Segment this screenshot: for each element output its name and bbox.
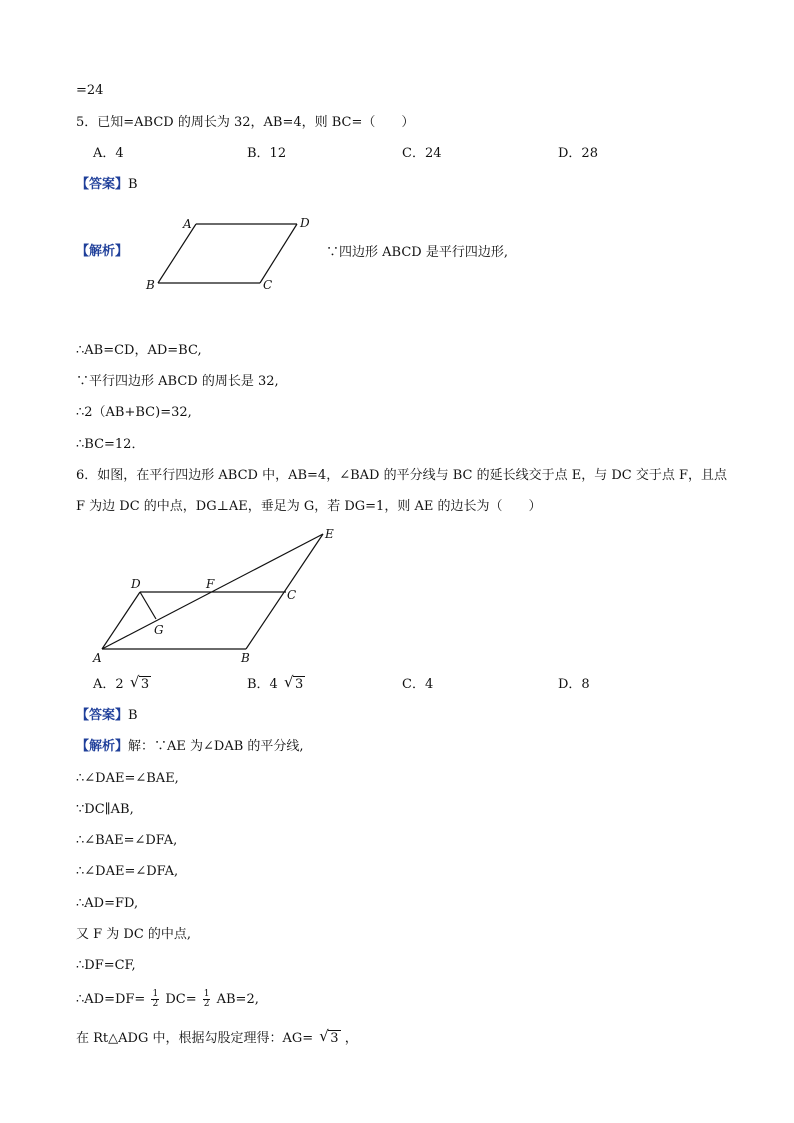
sqrt-symbol: √ 3 bbox=[319, 1027, 339, 1046]
q6-analysis-first: 解：∵AE 为∠DAB 的平分线, bbox=[128, 739, 304, 754]
q6-stem-line1: 6．如图，在平行四边形 ABCD 中，AB=4，∠BAD 的平分线与 BC 的延长线交于点 E，与 DC 交于点 F，且点 bbox=[76, 468, 727, 483]
q5-label-d: D bbox=[300, 216, 310, 230]
q6-answer bbox=[76, 707, 138, 725]
q6-fraction-step: ∴AD=DF= $\frac{1}{2}$ DC= $\frac{1}{2}$ AB=2, bbox=[76, 989, 259, 1009]
q5-answer-value: B bbox=[128, 177, 138, 192]
q6-analysis bbox=[76, 738, 304, 756]
q5-analysis-tag: 【解析】 bbox=[76, 244, 129, 259]
q6-stem-line2: F 为边 DC 的中点，DG⊥AE，垂足为 G，若 DG=1，则 AE 的边长为（ ） bbox=[76, 499, 542, 514]
q6-analysis-tag: 【解析】 bbox=[76, 739, 129, 754]
previous-answer-tail: =24 bbox=[76, 83, 104, 98]
q5-label-b: B bbox=[146, 278, 155, 292]
q6-step: ∴∠DAE=∠BAE, bbox=[76, 771, 179, 786]
q6-step: ∴DF=CF, bbox=[76, 958, 136, 973]
q6-parallelogram-figure bbox=[88, 522, 348, 667]
q5-side-dc bbox=[260, 224, 297, 283]
q6-label-e: E bbox=[325, 527, 334, 541]
q5-parallelogram-figure bbox=[140, 210, 325, 295]
q6-label-d: D bbox=[131, 577, 141, 591]
sqrt-symbol: √ 3 bbox=[283, 673, 304, 692]
q6-option-b: B．4 √ 3 bbox=[247, 673, 304, 692]
q5-answer-tag: 【答案】 bbox=[76, 177, 129, 192]
q6-option-d: D．8 bbox=[558, 677, 590, 692]
q5-option-c: C．24 bbox=[402, 146, 442, 161]
q5-side-ba bbox=[158, 224, 196, 283]
q5-analysis-text: ∵四边形 ABCD 是平行四边形, bbox=[326, 245, 508, 260]
q5-step: ∵平行四边形 ABCD 的周长是 32, bbox=[76, 374, 279, 389]
q5-label-c: C bbox=[263, 278, 273, 292]
q5-option-a: A．4 bbox=[93, 146, 124, 161]
q6-option-a: A．2 √ 3 bbox=[93, 673, 150, 692]
q6-option-c: C．4 bbox=[402, 677, 434, 692]
fraction-half: $\frac{1}{2}$ bbox=[203, 989, 210, 1009]
q6-label-a: A bbox=[93, 651, 102, 665]
q6-label-b: B bbox=[241, 651, 250, 665]
q5-option-b: B．12 bbox=[247, 146, 287, 161]
q6-side-ad bbox=[102, 592, 140, 649]
q6-answer-value: B bbox=[128, 708, 138, 723]
q5-step: ∴BC=12． bbox=[76, 437, 145, 452]
q5-answer bbox=[76, 176, 138, 194]
q6-step: ∵DC∥AB, bbox=[76, 802, 134, 817]
q5-stem: 5．已知=ABCD 的周长为 32，AB=4，则 BC=（ ） bbox=[76, 115, 415, 130]
q6-label-f: F bbox=[206, 577, 215, 591]
sqrt-symbol: √ 3 bbox=[129, 673, 150, 692]
q6-answer-tag: 【答案】 bbox=[76, 708, 129, 723]
q5-label-a: A bbox=[183, 217, 192, 231]
q6-step: ∴∠DAE=∠DFA, bbox=[76, 864, 179, 879]
q6-label-c: C bbox=[287, 588, 297, 602]
q6-label-g: G bbox=[154, 623, 164, 637]
q6-step: 又 F 为 DC 的中点, bbox=[76, 927, 192, 942]
fraction-half: $\frac{1}{2}$ bbox=[152, 989, 159, 1009]
q5-option-d: D．28 bbox=[558, 146, 598, 161]
q5-step: ∴2（AB+BC)=32, bbox=[76, 405, 192, 420]
q6-segment-dg bbox=[140, 592, 156, 619]
q6-last-step: 在 Rt△ADG 中，根据勾股定理得：AG= √ 3 ， bbox=[76, 1027, 358, 1046]
q6-step: ∴∠BAE=∠DFA, bbox=[76, 833, 178, 848]
q5-step: ∴AB=CD，AD=BC, bbox=[76, 343, 202, 358]
q6-step: ∴AD=FD, bbox=[76, 896, 139, 911]
